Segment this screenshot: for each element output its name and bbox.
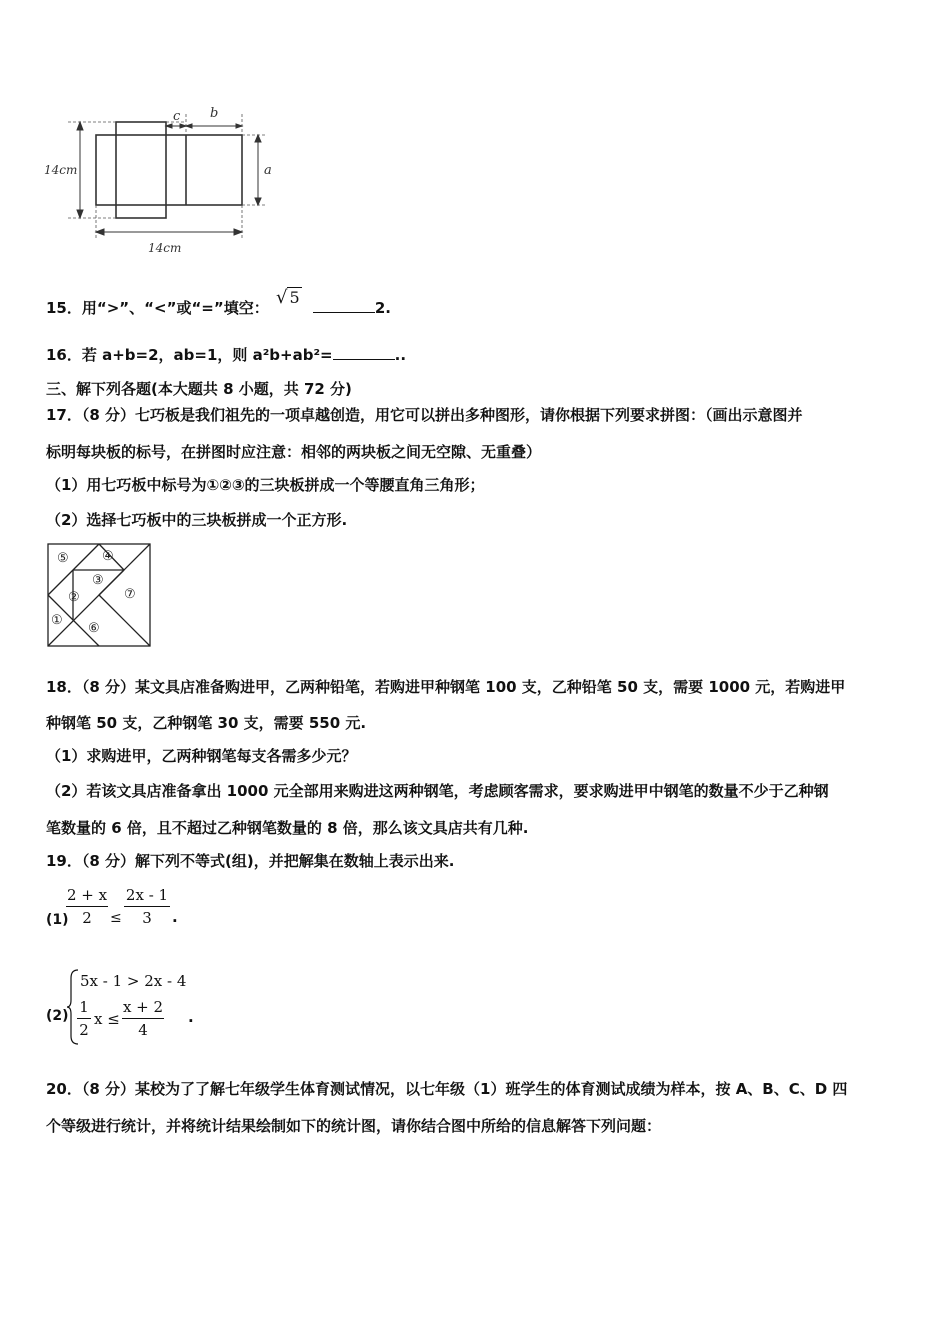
q19-p2-label: (2) — [46, 1008, 69, 1024]
section-heading: 三、解下列各题(本大题共 8 小题，共 72 分) — [46, 380, 352, 398]
q20-line1: 20．（8 分）某校为了了解七年级学生体育测试情况，以七年级（1）班学生的体育测试成绩为样本，按 A、B、C、D 四 — [46, 1080, 848, 1098]
q19-p1-fraction1: 2 + x 2 — [66, 886, 108, 927]
q19-p2-end: . — [188, 1008, 194, 1026]
q17-part2: （2）选择七巧板中的三块板拼成一个正方形. — [46, 511, 348, 529]
label-a: a — [264, 163, 272, 178]
q19-p1-relation: ≤ — [110, 910, 122, 926]
piece-6-label: ⑥ — [88, 621, 100, 636]
left-dim-label: 14cm — [44, 163, 78, 177]
q15-text: 15．用“>”、“<”或“=”填空： — [46, 299, 269, 317]
q15-blank[interactable] — [313, 298, 375, 313]
piece-4-label: ④ — [102, 549, 114, 564]
q19-line1: 19．（8 分）解下列不等式(组)，并把解集在数轴上表示出来. — [46, 852, 455, 870]
q18-part1: （1）求购进甲，乙两种钢笔每支各需多少元？ — [46, 747, 357, 765]
q17-part1: （1）用七巧板中标号为①②③的三块板拼成一个等腰直角三角形； — [46, 476, 485, 494]
q19-p1-label: (1) — [46, 912, 69, 928]
tangram-figure — [44, 540, 154, 650]
piece-1-label: ① — [51, 613, 63, 628]
q19-p2-var: x ≤ — [94, 1010, 120, 1028]
q16-line — [46, 345, 406, 365]
q19-p1-fraction2: 2x - 1 3 — [125, 886, 169, 927]
q20-line2: 个等级进行统计，并将统计结果绘制如下的统计图，请你结合图中所给的信息解答下列问题： — [46, 1117, 662, 1135]
label-c: c — [173, 109, 181, 124]
bottom-dim-label: 14cm — [148, 241, 182, 255]
q18-part2b: 笔数量的 6 倍，且不超过乙种钢笔数量的 8 倍，那么该文具店共有几种. — [46, 819, 529, 837]
q17-line2: 标明每块板的标号，在拼图时应注意：相邻的两块板之间无空隙、无重叠） — [46, 443, 542, 461]
q19-p2-fraction1: 1 2 — [77, 996, 91, 1041]
q18-part2a: （2）若该文具店准备拿出 1000 元全部用来购进这两种钢笔，考虑顾客需求，要求购进甲中钢笔的数量不少于乙种钢 — [46, 782, 829, 800]
q18-line2: 种钢笔 50 支，乙种钢笔 30 支，需要 550 元. — [46, 714, 367, 732]
q15-after: 2. — [374, 299, 392, 317]
q15-line — [46, 287, 392, 318]
piece-5-label: ⑤ — [57, 551, 69, 566]
piece-3-label: ③ — [92, 573, 104, 588]
wide-rectangle — [96, 135, 242, 205]
q18-line1: 18．（8 分）某文具店准备购进甲，乙两种铅笔，若购进甲种钢笔 100 支，乙种铅笔 50 支，需要 1000 元，若购进甲 — [46, 678, 846, 696]
q14-figure — [40, 100, 280, 260]
q16-blank[interactable] — [333, 345, 395, 360]
tall-rectangle — [116, 122, 166, 218]
piece-2-label: ② — [68, 590, 80, 605]
q19-p1-end: . — [172, 908, 178, 926]
piece-7-label: ⑦ — [124, 587, 136, 602]
q16-after: .. — [394, 346, 407, 364]
sqrt-expression: √ 5 — [275, 287, 300, 308]
q19-p2-fraction2: x + 2 4 — [122, 998, 164, 1039]
label-b: b — [210, 106, 219, 121]
q17-line1: 17．（8 分）七巧板是我们祖先的一项卓越创造，用它可以拼出多种图形，请你根据下列要求拼图：（画出示意图并 — [46, 406, 803, 424]
q16-text: 16．若 a+b=2，ab=1，则 a²b+ab²= — [46, 346, 333, 364]
q19-p2-ineq1: 5x - 1 > 2x - 4 — [80, 972, 187, 990]
